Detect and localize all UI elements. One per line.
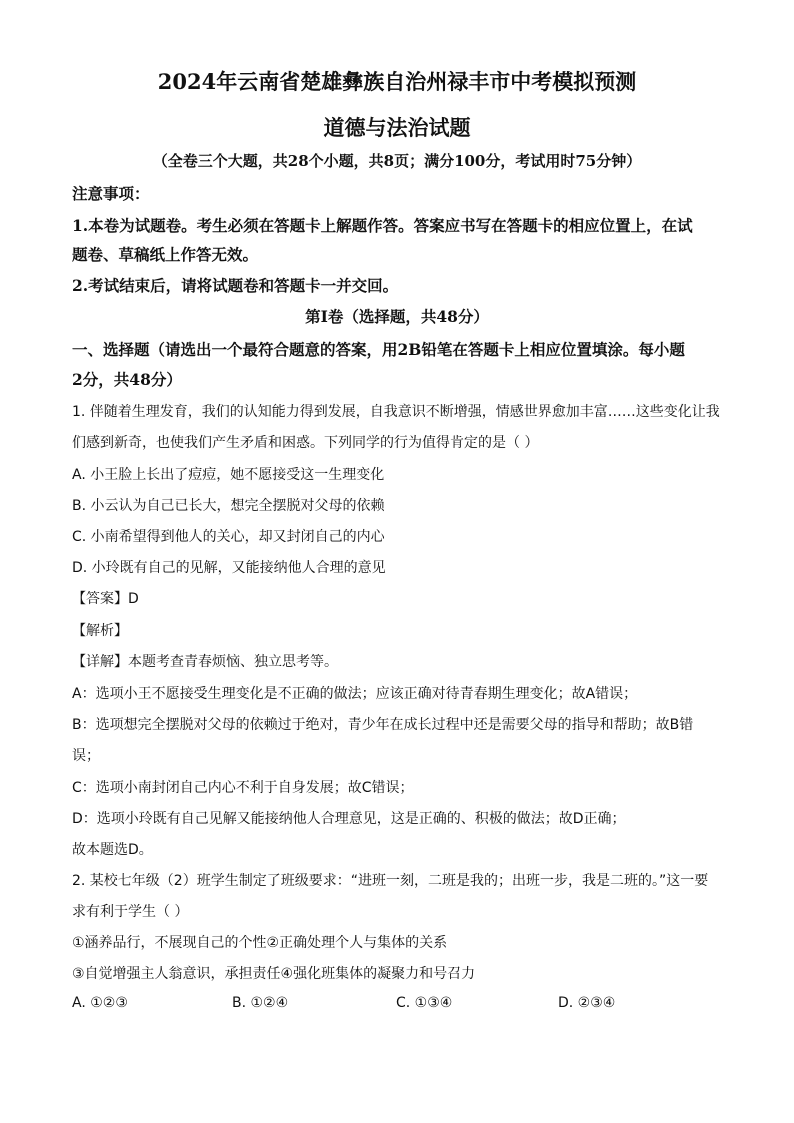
- section-title: 第Ⅰ卷（选择题，共48分）: [305, 307, 489, 326]
- q1-stem-line-2: 们感到新奇，也使我们产生矛盾和困惑。下列同学的行为值得肯定的是（ ）: [72, 435, 539, 451]
- q1-explain-d: D：选项小玲既有自己见解又能接纳他人合理意见，这是正确的、积极的做法；故D正确；: [72, 811, 626, 827]
- q2-option-a: A. ①②③: [72, 995, 128, 1011]
- q1-detail: 【详解】本题考查青春烦恼、独立思考等。: [72, 654, 338, 670]
- q1-option-d: D. 小玲既有自己的见解，又能接纳他人合理的意见: [72, 560, 386, 576]
- part1-heading-line-2: 2分，共48分）: [72, 370, 182, 389]
- q1-option-c: C. 小南希望得到他人的关心，却又封闭自己的内心: [72, 529, 385, 545]
- q1-explain-c: C：选项小南封闭自己内心不利于自身发展；故C错误；: [72, 780, 414, 796]
- exam-info: （全卷三个大题，共28个小题，共8页；满分100分，考试用时75分钟）: [152, 152, 642, 170]
- q2-statements-line-1: ①涵养品行，不展现自己的个性②正确处理个人与集体的关系: [72, 935, 448, 951]
- q1-analysis-label: 【解析】: [72, 623, 128, 639]
- q2-stem-line-1: 2. 某校七年级（2）班学生制定了班级要求：“进班一刻，二班是我的；出班一步，我是二班的。”这一要: [72, 873, 709, 889]
- q1-stem-line-1: 1. 伴随着生理发育，我们的认知能力得到发展，自我意识不断增强，情感世界愈加丰富……这些变化让我: [72, 404, 720, 420]
- note-item-2: 2.考试结束后，请将试题卷和答题卡一并交回。: [72, 276, 399, 295]
- q2-option-d: D. ②③④: [558, 995, 616, 1011]
- q1-explain-b-line-2: 误；: [72, 748, 100, 764]
- q1-option-a: A. 小王脸上长出了痘痘，她不愿接受这一生理变化: [72, 467, 385, 483]
- q2-stem-line-2: 求有利于学生（ ）: [72, 904, 189, 920]
- q1-explain-b-line-1: B：选项想完全摆脱对父母的依赖过于绝对，青少年在成长过程中还是需要父母的指导和帮助；故B错: [72, 717, 694, 733]
- q1-answer: 【答案】D: [72, 591, 139, 607]
- exam-title: 2024年云南省楚雄彝族自治州禄丰市中考模拟预测: [157, 69, 637, 94]
- note-item-1-line-1: 1.本卷为试题卷。考生必须在答题卡上解题作答。答案应书写在答题卡的相应位置上，在试: [72, 216, 693, 235]
- part1-heading-line-1: 一、选择题（请选出一个最符合题意的答案，用2B铅笔在答题卡上相应位置填涂。每小题: [72, 340, 685, 359]
- q2-statements-line-2: ③自觉增强主人翁意识，承担责任④强化班集体的凝聚力和号召力: [72, 966, 476, 982]
- q1-explain-a: A：选项小王不愿接受生理变化是不正确的做法；应该正确对待青春期生理变化；故A错误；: [72, 686, 638, 702]
- notes-heading: 注意事项：: [72, 184, 150, 203]
- q1-conclusion: 故本题选D。: [72, 842, 153, 858]
- q1-option-b: B. 小云认为自己已长大，想完全摆脱对父母的依赖: [72, 498, 385, 514]
- q2-option-c: C. ①③④: [396, 995, 453, 1011]
- note-item-1-line-2: 题卷、草稿纸上作答无效。: [72, 245, 259, 264]
- exam-subject: 道德与法治试题: [323, 115, 471, 140]
- q2-option-b: B. ①②④: [232, 995, 289, 1011]
